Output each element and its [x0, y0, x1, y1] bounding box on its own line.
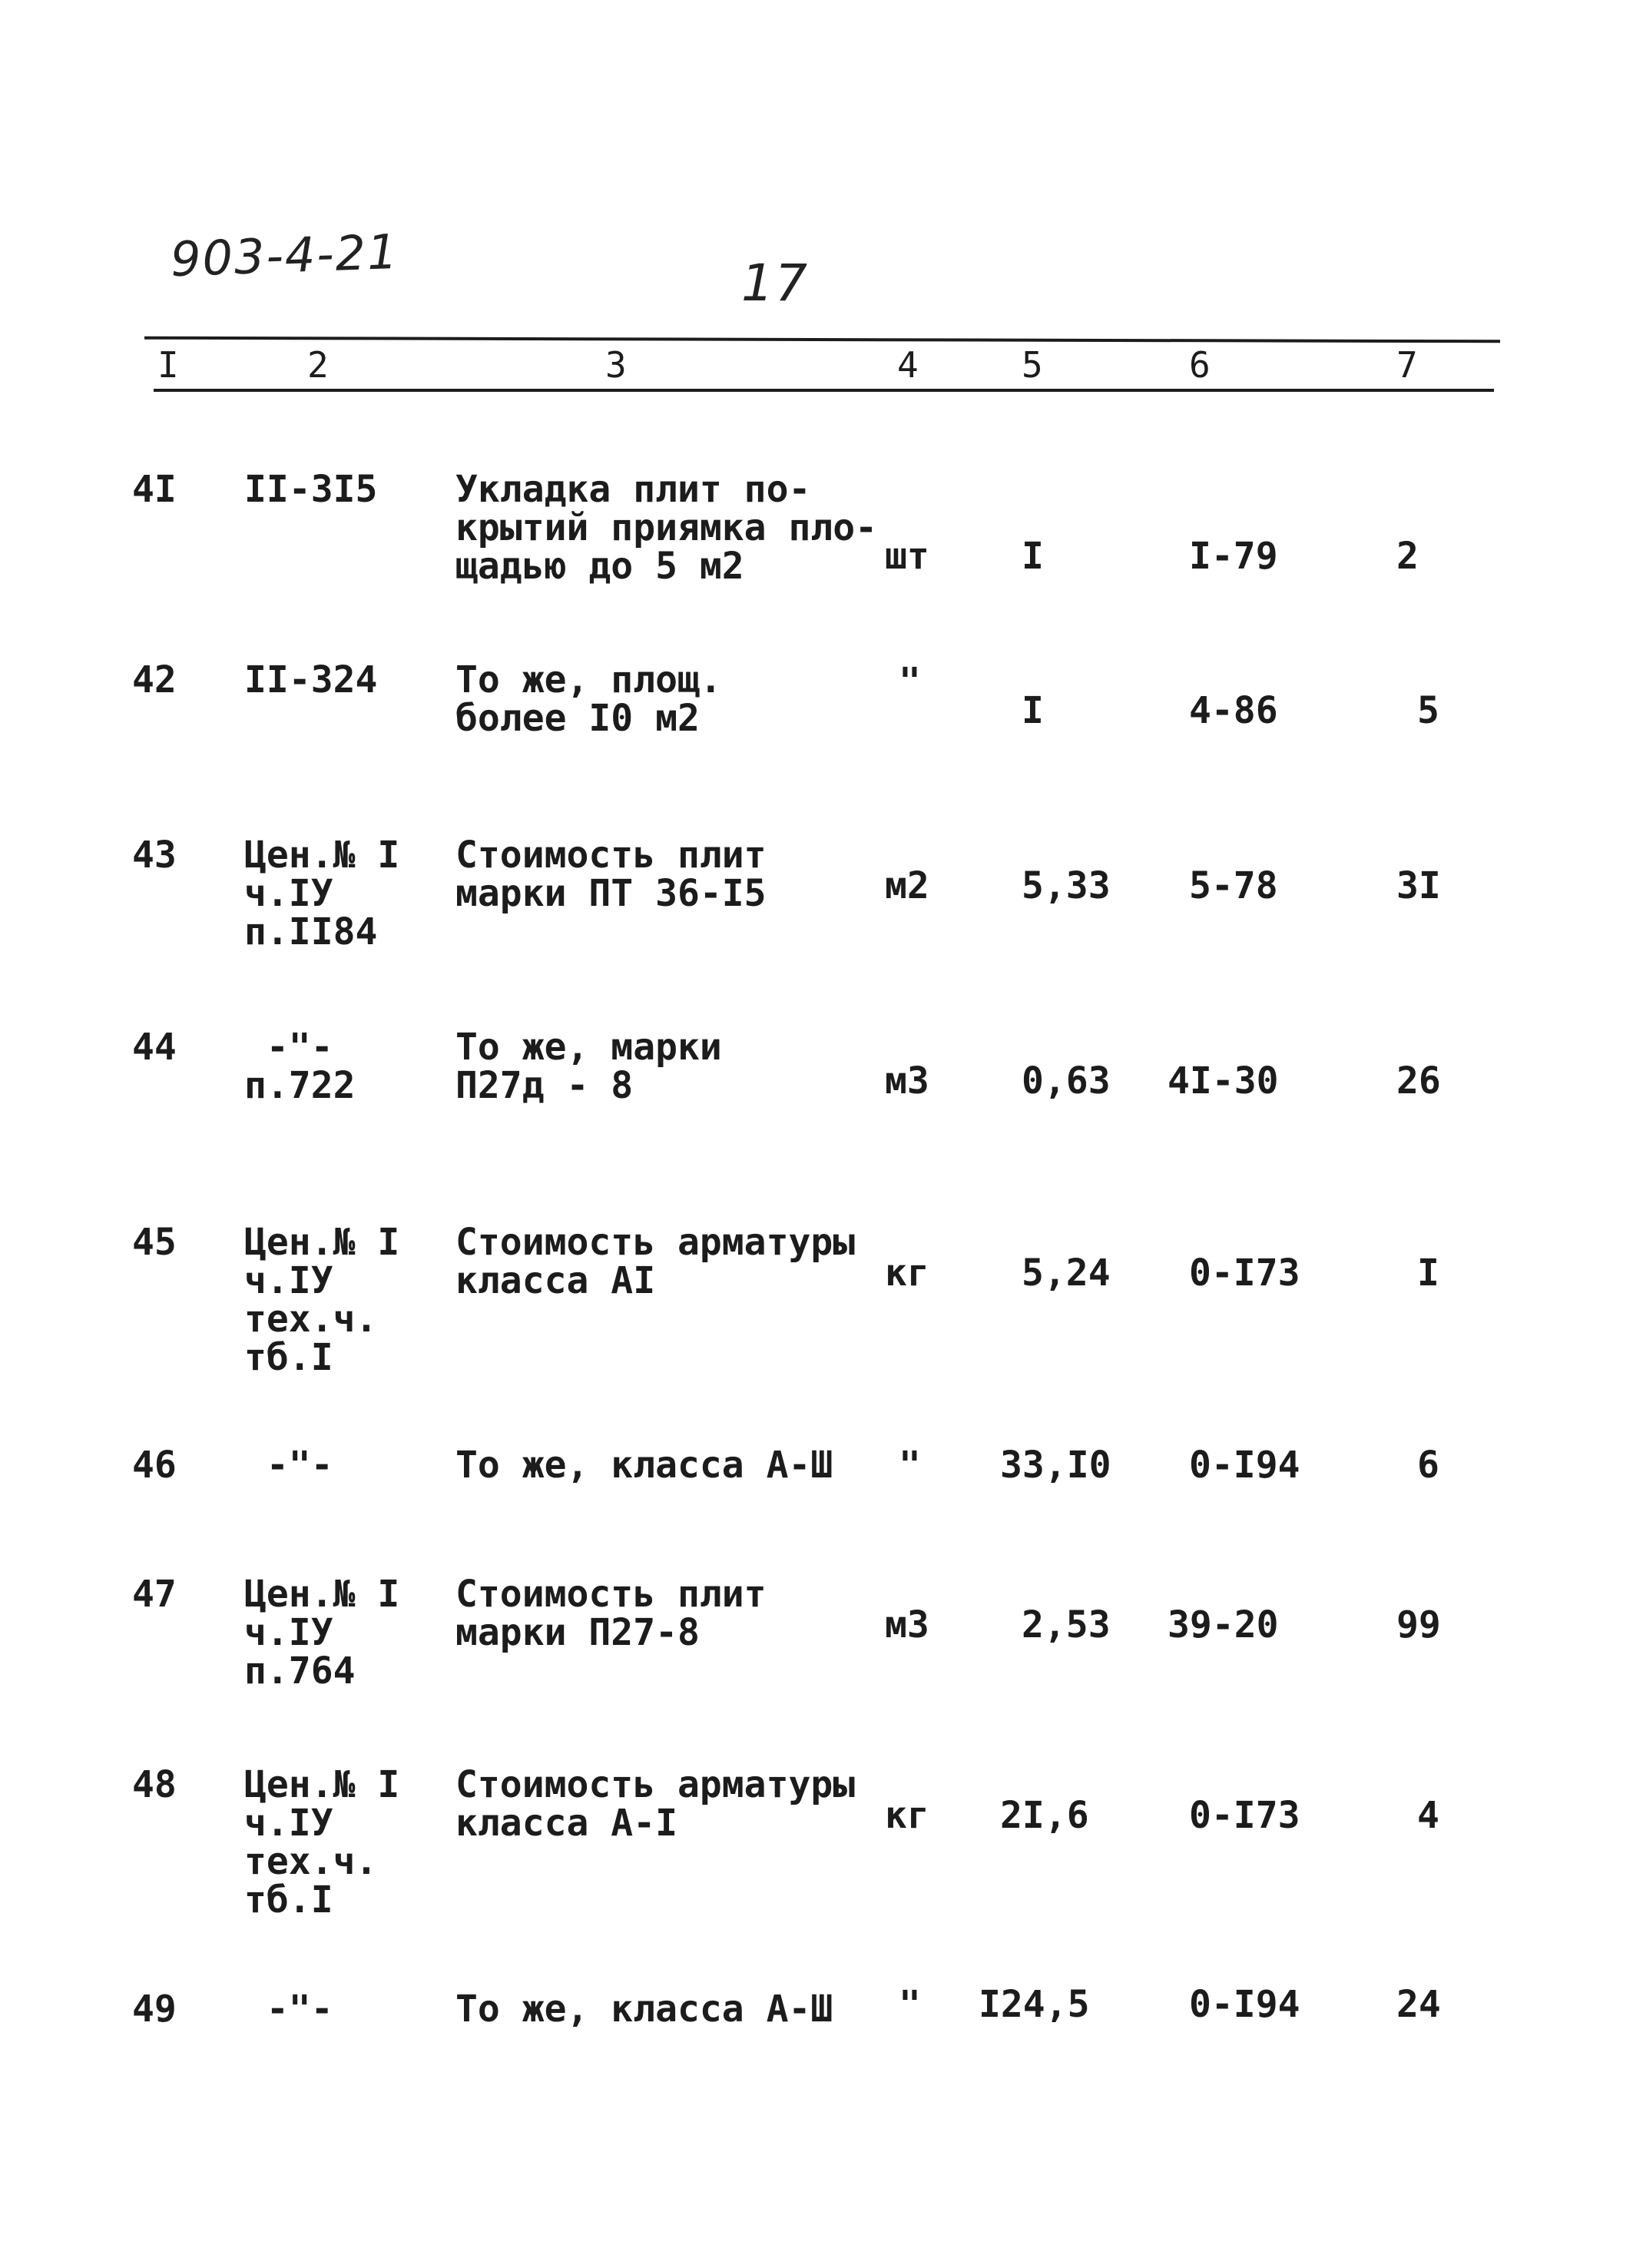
row-unit: м2	[885, 864, 929, 907]
row-number: 4I	[132, 468, 177, 511]
row-quantity: 2,53	[1022, 1603, 1111, 1646]
column-header: 5	[1022, 344, 1043, 386]
row-number: 47	[132, 1573, 177, 1616]
row-quantity: 2I,6	[1000, 1794, 1089, 1837]
row-unit-price: 0-I73	[1189, 1794, 1300, 1837]
row-description: Стоимость плит марки П27-8	[455, 1573, 767, 1654]
row-unit: м3	[885, 1603, 929, 1646]
row-total: 24	[1396, 1983, 1441, 2026]
row-description: То же, класса А-Ш	[455, 1444, 833, 1487]
row-unit: шт	[885, 535, 929, 578]
column-header: 6	[1189, 344, 1211, 386]
row-code: Цен.№ I ч.IУ п.II84	[244, 834, 400, 953]
row-description: То же, класса А-Ш	[455, 1988, 833, 2031]
row-total: I	[1417, 1252, 1439, 1295]
row-number: 46	[132, 1444, 177, 1487]
row-unit: м3	[885, 1059, 929, 1102]
document-code: 903-4-21	[169, 223, 400, 288]
row-total: 99	[1396, 1603, 1441, 1646]
row-unit-price: 0-I73	[1189, 1252, 1300, 1295]
row-code: Цен.№ I ч.IУ тех.ч. тб.I	[244, 1221, 400, 1379]
row-quantity: 5,24	[1022, 1252, 1111, 1295]
row-unit-price: 39-20	[1168, 1603, 1279, 1646]
row-code: Цен.№ I ч.IУ тех.ч. тб.I	[244, 1763, 400, 1922]
column-header: 2	[307, 344, 329, 386]
row-description: То же, площ. более I0 м2	[455, 658, 722, 740]
row-number: 44	[132, 1026, 177, 1069]
row-quantity: I	[1022, 689, 1044, 732]
row-description: Стоимость арматуры класса А-I	[455, 1763, 856, 1845]
row-total: 2	[1396, 535, 1419, 578]
row-description: Стоимость арматуры класса AI	[455, 1221, 856, 1302]
row-unit-price: 4I-30	[1168, 1059, 1279, 1102]
row-code: Цен.№ I ч.IУ п.764	[244, 1573, 400, 1693]
row-code: -"-	[244, 1988, 333, 2031]
row-unit-price: 0-I94	[1189, 1983, 1300, 2026]
table-header-rule	[154, 389, 1494, 392]
column-header: I	[157, 344, 179, 386]
row-unit-price: 5-78	[1189, 864, 1278, 907]
column-header: 7	[1396, 344, 1418, 386]
row-quantity: 33,I0	[1000, 1444, 1111, 1487]
row-unit-price: 0-I94	[1189, 1444, 1300, 1487]
row-description: То же, марки П27д - 8	[455, 1026, 722, 1107]
page-number: 17	[741, 254, 809, 313]
row-unit: кг	[885, 1794, 929, 1837]
row-unit: "	[899, 1444, 921, 1487]
row-unit-price: 4-86	[1189, 689, 1278, 732]
row-unit: "	[899, 660, 921, 703]
row-quantity: I	[1022, 535, 1044, 578]
row-number: 45	[132, 1221, 177, 1264]
row-code: -"-	[244, 1444, 333, 1487]
row-code: -"- п.722	[244, 1026, 356, 1107]
table-top-rule	[144, 337, 1500, 343]
row-total: 3I	[1396, 864, 1441, 907]
row-description: Стоимость плит марки ПТ 36-I5	[455, 834, 767, 915]
row-unit-price: I-79	[1189, 535, 1278, 578]
row-total: 4	[1417, 1794, 1439, 1837]
row-code: II-324	[244, 658, 378, 701]
row-quantity: 5,33	[1022, 864, 1111, 907]
row-unit: "	[899, 1983, 921, 2026]
row-total: 6	[1417, 1444, 1439, 1487]
row-total: 26	[1396, 1059, 1441, 1102]
row-number: 48	[132, 1763, 177, 1806]
column-header: 3	[605, 344, 627, 386]
row-total: 5	[1417, 689, 1439, 732]
row-number: 49	[132, 1988, 177, 2031]
row-unit: кг	[885, 1252, 929, 1295]
row-code: II-3I5	[244, 468, 378, 511]
row-description: Укладка плит по- крытий приямка пло- щадью до 5 м2	[455, 468, 878, 588]
row-quantity: 0,63	[1022, 1059, 1111, 1102]
row-quantity: I24,5	[979, 1983, 1090, 2026]
row-number: 43	[132, 834, 177, 877]
row-number: 42	[132, 658, 177, 701]
column-header: 4	[897, 344, 919, 386]
